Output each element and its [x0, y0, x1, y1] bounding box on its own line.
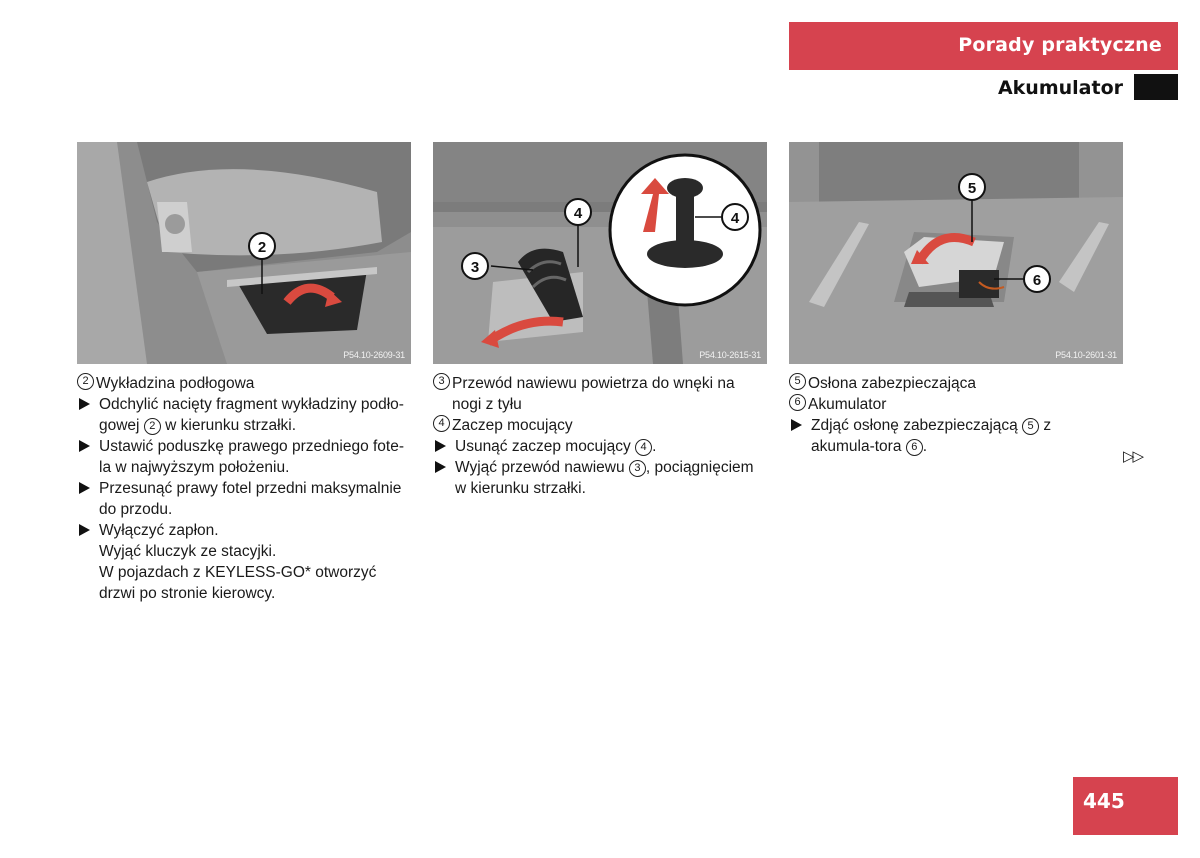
- instruction-step: Wyjąć przewód nawiewu 3 , pociągnięciem w kierunku strzałki.: [433, 457, 768, 499]
- figure-battery-cover: [789, 142, 1123, 364]
- legend-text: Przewód nawiewu powietrza do wnęki na nogi z tyłu: [452, 375, 735, 413]
- figure-air-duct: [433, 142, 767, 364]
- figure-callout-5: [959, 174, 985, 200]
- instruction-step: Przesunąć prawy fotel przedni maksymalnie do przodu.: [77, 478, 412, 520]
- ref-number: 2: [144, 418, 161, 435]
- instruction-note: W pojazdach z KEYLESS-GO* otworzyć drzwi po stronie kierowcy.: [99, 564, 377, 602]
- legend-item: [77, 373, 412, 394]
- continue-arrows-icon: ▷▷: [1123, 448, 1143, 465]
- instruction-step: Ustawić poduszkę prawego przedniego fote-la w najwyższym położeniu.: [77, 436, 412, 478]
- figure-code: P54.10-2609-31: [343, 350, 405, 360]
- legend-item: [789, 373, 1119, 394]
- ref-number: 3: [629, 460, 646, 477]
- ref-number: 6: [789, 394, 806, 411]
- bullet-triangle-icon: [435, 440, 446, 452]
- bullet-triangle-icon: [435, 461, 446, 473]
- column-3: [789, 373, 1119, 457]
- legend-item: [789, 394, 1119, 415]
- instruction-note: Wyjąć kluczyk ze stacyjki.: [99, 543, 277, 560]
- svg-text:5: 5: [967, 180, 977, 197]
- instruction-step: Odchylić nacięty fragment wykładziny podło-gowej 2 w kierunku strzałki.: [77, 394, 412, 436]
- svg-text:6: 6: [1032, 272, 1042, 289]
- svg-text:3: 3: [470, 259, 480, 276]
- legend-text: Akumulator: [808, 396, 887, 413]
- ref-number: 3: [433, 373, 450, 390]
- legend-item: [433, 373, 768, 415]
- instruction-step: Usunąć zaczep mocujący 4 .: [433, 436, 768, 457]
- instruction-step: Wyłączyć zapłon.: [77, 520, 412, 541]
- figure-callout-4a: [565, 199, 591, 225]
- page-number: 445: [1073, 777, 1178, 835]
- figure-callout-6: [1024, 266, 1050, 292]
- figure-callout-2: [249, 233, 275, 259]
- figure-callout-3: [462, 253, 488, 279]
- legend-text: Wykładzina podłogowa: [96, 375, 255, 392]
- svg-text:4: 4: [730, 210, 740, 227]
- subsection-marker: [1134, 74, 1178, 100]
- ref-number: 4: [635, 439, 652, 456]
- instruction-step: Zdjąć osłonę zabezpieczającą 5 z akumula-tora 6 .: [789, 415, 1119, 457]
- ref-number: 5: [1022, 418, 1039, 435]
- bullet-triangle-icon: [791, 419, 802, 431]
- ref-number: 2: [77, 373, 94, 390]
- bullet-triangle-icon: [79, 398, 90, 410]
- bullet-triangle-icon: [79, 482, 90, 494]
- column-1: [77, 373, 412, 604]
- figure-floor-carpet: [77, 142, 411, 364]
- bullet-triangle-icon: [79, 440, 90, 452]
- svg-text:4: 4: [573, 205, 583, 222]
- column-2: [433, 373, 768, 499]
- legend-item: [433, 415, 768, 436]
- figure-callout-4b: [722, 204, 748, 230]
- legend-text: Osłona zabezpieczająca: [808, 375, 977, 392]
- ref-number: 6: [906, 439, 923, 456]
- bullet-triangle-icon: [79, 524, 90, 536]
- figure-code: P54.10-2615-31: [699, 350, 761, 360]
- legend-text: Zaczep mocujący: [452, 417, 573, 434]
- svg-text:2: 2: [257, 239, 267, 256]
- figure-code: P54.10-2601-31: [1055, 350, 1117, 360]
- ref-number: 4: [433, 415, 450, 432]
- subsection-title: Akumulator: [997, 77, 1123, 99]
- ref-number: 5: [789, 373, 806, 390]
- section-title: Porady praktyczne: [789, 22, 1178, 70]
